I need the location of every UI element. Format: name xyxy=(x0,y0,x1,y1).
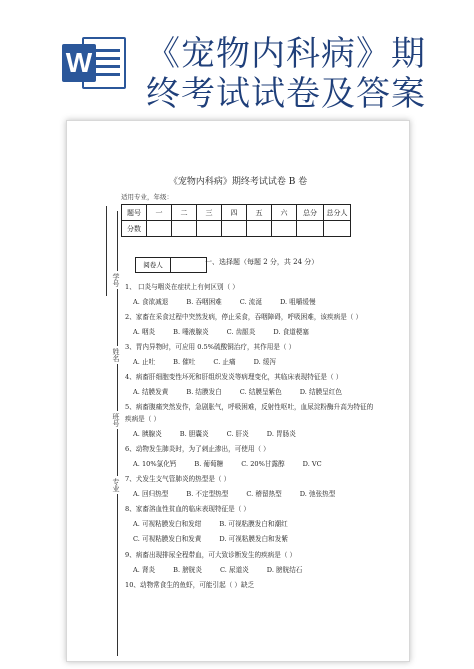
option[interactable]: A. 10%氯化钙 xyxy=(133,460,177,468)
question-9-options xyxy=(133,564,320,574)
score-header-cell: 题号 xyxy=(122,205,147,221)
score-cell[interactable] xyxy=(324,221,351,237)
score-table xyxy=(121,204,351,237)
option[interactable]: C. 尿道炎 xyxy=(219,566,249,574)
header-banner xyxy=(0,0,474,114)
question-6-options xyxy=(133,458,340,468)
option[interactable]: A. 结膜发黄 xyxy=(133,388,169,396)
banner-title-line-2: 终考试试卷及答案 xyxy=(146,74,426,114)
question-7-options xyxy=(133,488,353,498)
option[interactable]: D. 缓泻 xyxy=(253,358,277,366)
score-cell[interactable] xyxy=(222,221,247,237)
question-5-continued: 疾病是（ ） xyxy=(125,415,161,423)
option[interactable]: D. VC xyxy=(302,460,322,468)
option[interactable]: A. 食欲减退 xyxy=(133,298,169,306)
option[interactable]: B. 不定型热型 xyxy=(186,490,229,498)
question-2-options xyxy=(133,326,327,336)
option[interactable]: A. 胰腺炎 xyxy=(133,430,162,438)
score-cell[interactable] xyxy=(147,221,172,237)
question-5: 5、病畜腹痛突然发作，急剧胀气，呼吸困难，反射性呕吐，血尿淀粉酶升高为特征的 xyxy=(125,403,374,411)
option[interactable]: C. 流涎 xyxy=(239,298,262,306)
option[interactable]: A. 肾炎 xyxy=(133,566,156,574)
question-3: 3、胃内异物时，可应用 0.5%硫酸铜治疗，其作用是（ ） xyxy=(125,343,296,351)
option[interactable]: D. 胃肠炎 xyxy=(266,430,296,438)
option[interactable]: B. 膀胱炎 xyxy=(173,566,202,574)
question-7: 7、犬发生支气管肺炎的热型是（ ） xyxy=(125,475,231,483)
question-8: 8、家畜溶血性贫血的临床表现特征是（ ） xyxy=(125,505,250,513)
score-header-cell: 六 xyxy=(272,205,297,221)
reviewer-box xyxy=(135,257,207,273)
question-4: 4、病畜肝细胞变性坏死和肝组织发炎等病理变化，其临床表现特征是（ ） xyxy=(125,373,343,381)
option[interactable]: A. 止吐 xyxy=(133,358,156,366)
question-4-options xyxy=(133,386,360,396)
question-5-options xyxy=(133,428,314,438)
score-header-cell: 二 xyxy=(172,205,197,221)
gutter-label-major: 专业 xyxy=(112,478,120,492)
option[interactable]: A. 回归热型 xyxy=(133,490,169,498)
option[interactable]: A. 咽炎 xyxy=(133,328,156,336)
section-title: 一、选择题（每题 2 分，共 24 分） xyxy=(205,258,319,266)
option[interactable]: B. 可视粘膜发白和潮红 xyxy=(219,520,288,528)
question-1: 1、 口炎与咽炎在症状上有何区别（ ） xyxy=(125,283,239,291)
option[interactable]: B. 催吐 xyxy=(173,358,196,366)
option[interactable]: C. 可视粘膜发白和发黄 xyxy=(133,535,202,543)
question-2: 2、家畜在采食过程中突然发病，停止采食，吞咽障碍，呼吸困难，该疾病是（ ） xyxy=(125,313,363,321)
option[interactable]: B. 葡萄糖 xyxy=(194,460,224,468)
option[interactable]: C. 止痛 xyxy=(213,358,236,366)
word-letter-badge: W xyxy=(62,44,96,82)
option[interactable]: D. 食道梗塞 xyxy=(273,328,309,336)
score-row-label: 分数 xyxy=(122,221,147,237)
option[interactable]: D. 弛张热型 xyxy=(299,490,336,498)
exam-paper xyxy=(66,120,410,662)
question-9: 9、病畜出现排尿全程带血，可大致诊断发生的疾病是（ ） xyxy=(125,551,297,559)
score-cell[interactable] xyxy=(297,221,324,237)
binding-line-inner xyxy=(106,206,107,296)
banner-title-line-1: 《宠物内科病》期 xyxy=(146,34,426,74)
option[interactable]: C. 结膜呈紫色 xyxy=(239,388,282,396)
option[interactable]: B. 吞咽困难 xyxy=(186,298,222,306)
score-header-cell: 总分人 xyxy=(324,205,351,221)
option[interactable]: D. 结膜呈红色 xyxy=(299,388,342,396)
gutter-label-name: 姓名 xyxy=(112,348,120,362)
score-table-score-row xyxy=(122,221,351,237)
option[interactable]: B. 胆囊炎 xyxy=(179,430,209,438)
question-1-options xyxy=(133,296,334,306)
score-cell[interactable] xyxy=(197,221,222,237)
option[interactable]: C. 肝炎 xyxy=(226,430,249,438)
word-document-icon xyxy=(62,37,126,89)
gutter-label-class: 班号 xyxy=(112,413,120,427)
option[interactable]: B. 结膜发白 xyxy=(186,388,222,396)
score-header-cell: 总分 xyxy=(297,205,324,221)
exam-title: 《宠物内科病》期终考试试卷 B 卷 xyxy=(168,177,308,187)
scope-line: 适用专业，年级： xyxy=(121,193,173,201)
reviewer-label: 阅卷人 xyxy=(136,258,171,272)
gutter-label-student-id: 学号 xyxy=(112,273,120,287)
option[interactable]: D. 咀嚼缓慢 xyxy=(279,298,316,306)
option[interactable]: C. 稽留热型 xyxy=(246,490,282,498)
question-10: 10、动物常食生的鱼虾，可能引起（ ）缺乏 xyxy=(125,581,255,589)
score-table-header-row xyxy=(122,205,351,221)
question-3-options xyxy=(133,356,294,366)
option[interactable]: C. 齿龈炎 xyxy=(226,328,256,336)
score-cell[interactable] xyxy=(247,221,272,237)
option[interactable]: D. 膀胱结石 xyxy=(266,566,303,574)
score-header-cell: 四 xyxy=(222,205,247,221)
option[interactable]: C. 20%甘露醇 xyxy=(241,460,285,468)
score-cell[interactable] xyxy=(272,221,297,237)
question-6: 6、动物发生肺炎时，为了刺止渗出，可使用（ ） xyxy=(125,445,270,453)
score-header-cell: 五 xyxy=(247,205,272,221)
option[interactable]: A. 可视粘膜发白和发绀 xyxy=(133,520,202,528)
score-header-cell: 一 xyxy=(147,205,172,221)
question-8-options-a xyxy=(133,518,306,528)
score-cell[interactable] xyxy=(172,221,197,237)
option[interactable]: D. 可视粘膜发白和发紫 xyxy=(219,535,288,543)
score-header-cell: 三 xyxy=(197,205,222,221)
option[interactable]: B. 唾液腺炎 xyxy=(173,328,209,336)
question-8-options-b xyxy=(133,533,306,543)
